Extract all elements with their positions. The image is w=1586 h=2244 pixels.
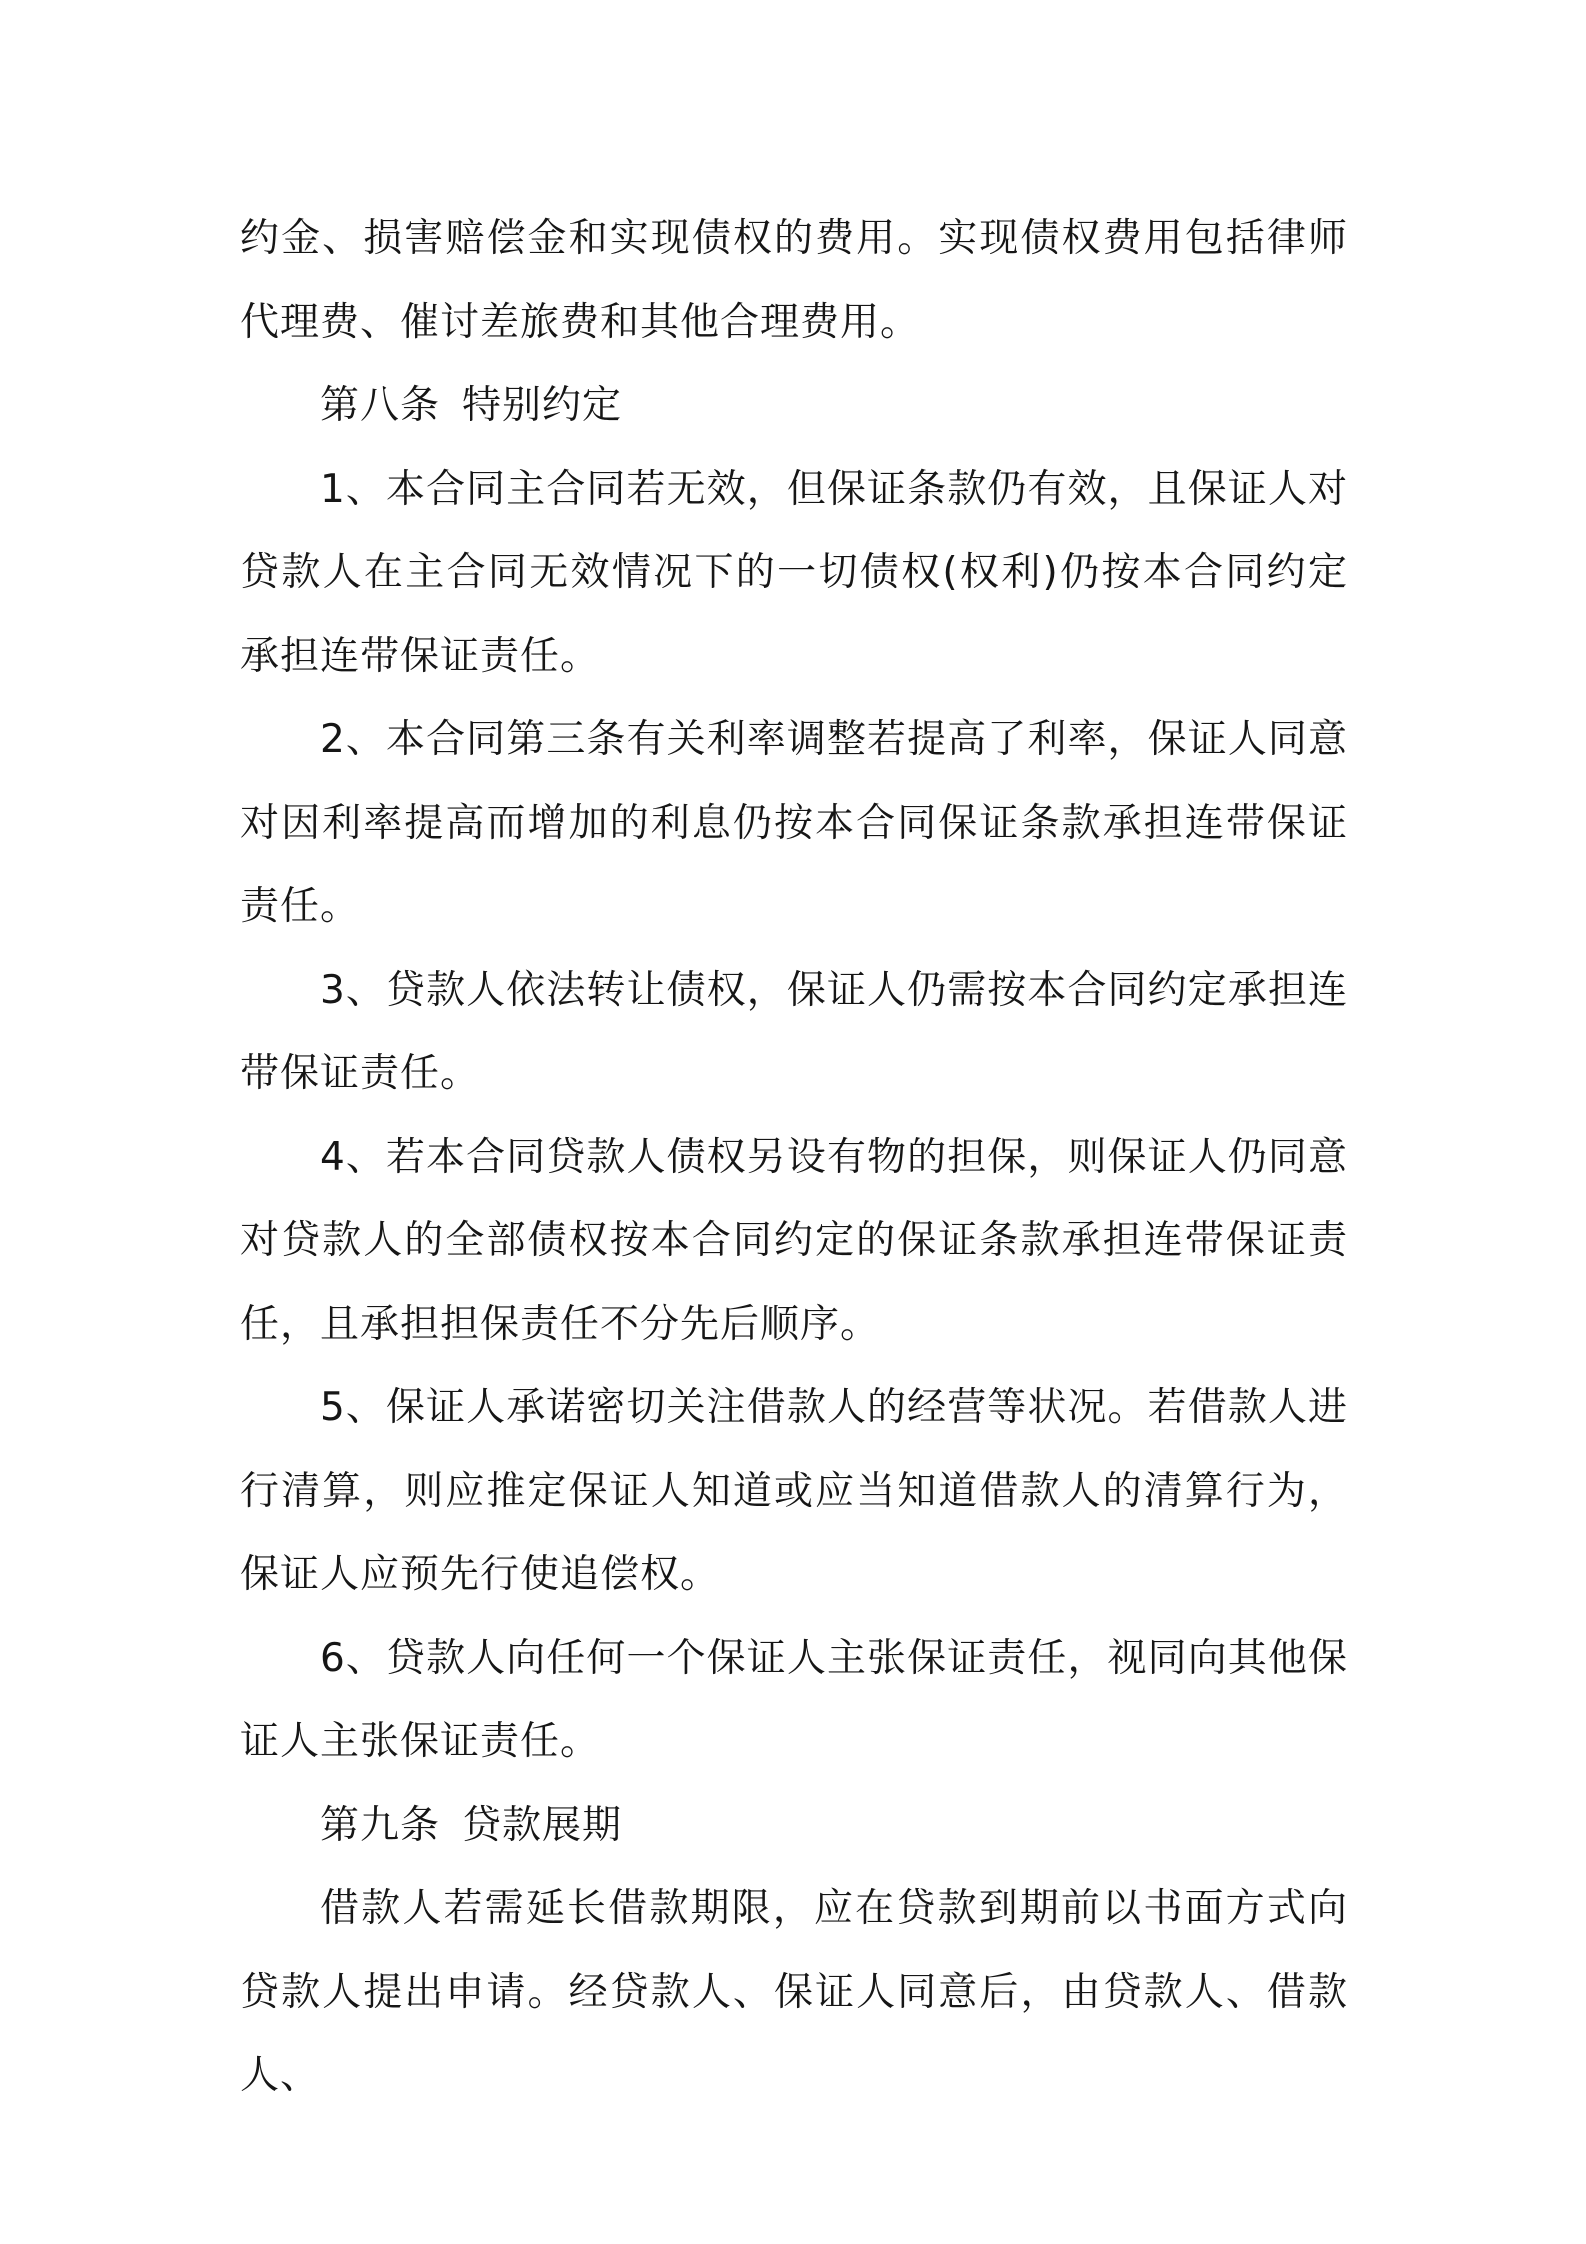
article-heading-9 <box>240 1784 1348 1868</box>
clause-2: 2、本合同第三条有关利率调整若提高了利率，保证人同意对因利率提高而增加的利息仍按本合同保证条款承担连带保证责任。 <box>240 717 1348 929</box>
article-number: 第八条 <box>320 383 441 428</box>
clause-3: 3、贷款人依法转让债权，保证人仍需按本合同约定承担连带保证责任。 <box>240 967 1348 1096</box>
clause-6: 6、贷款人向任何一个保证人主张保证责任，视同向其他保证人主张保证责任。 <box>240 1635 1348 1764</box>
article-heading-8 <box>240 364 1348 448</box>
article-title: 特别约定 <box>462 383 623 428</box>
article-number: 第九条 <box>320 1802 441 1848</box>
clause-5: 5、保证人承诺密切关注借款人的经营等状况。若借款人进行清算，则应推定保证人知道或应当知道借款人的清算行为，保证人应预先行使追偿权。 <box>240 1385 1348 1597</box>
paragraph-loan-extension: 借款人若需延长借款期限，应在贷款到期前以书面方式向贷款人提出申请。经贷款人、保证人同意后，由贷款人、借款人、 <box>240 1886 1348 2098</box>
clause-1: 1、本合同主合同若无效，但保证条款仍有效，且保证人对贷款人在主合同无效情况下的一切债权(权利)仍按本合同约定承担连带保证责任。 <box>240 466 1348 679</box>
article-title: 贷款展期 <box>462 1802 623 1848</box>
clause-4: 4、若本合同贷款人债权另设有物的担保，则保证人仍同意对贷款人的全部债权按本合同约定的保证条款承担连带保证责任，且承担担保责任不分先后顺序。 <box>240 1134 1348 1347</box>
paragraph-continuation: 约金、损害赔偿金和实现债权的费用。实现债权费用包括律师代理费、催讨差旅费和其他合理费用。 <box>240 216 1348 345</box>
document-page <box>240 197 1348 2118</box>
